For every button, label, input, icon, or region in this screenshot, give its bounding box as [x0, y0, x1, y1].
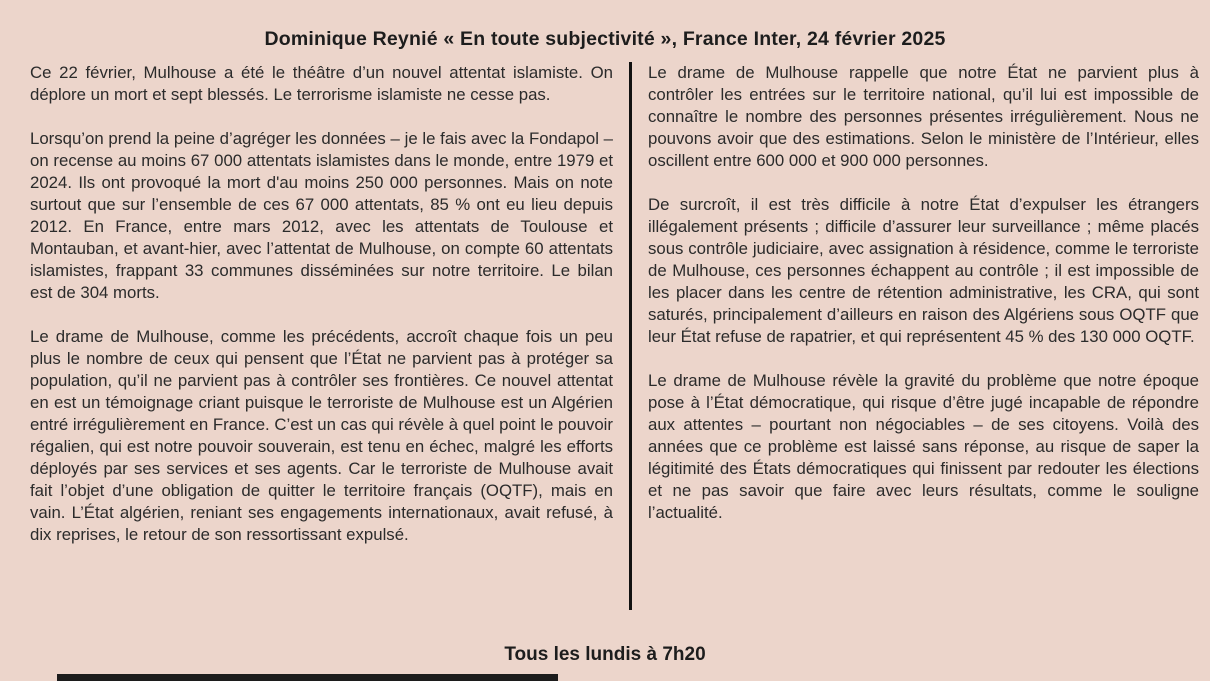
bottom-progress-bar: [57, 674, 558, 681]
paragraph: De surcroît, il est très difficile à notre État d’expulser les étrangers illégalement présents ; difficile d’assurer leur surveillance ; même placés sous contrôle judiciaire, avec assignation à résidence, comme le terroriste de Mulhouse, ces personnes échappent au contrôle ; il est impossible de les placer dans les centre de rétention administrative, les CRA, qui sont saturés, principalement d’ailleurs en raison des Algériens sous OQTF que leur État refuse de rapatrier, et qui représentent 45 % des 130 000 OQTF.: [648, 195, 1199, 346]
paragraph: Le drame de Mulhouse, comme les précédents, accroît chaque fois un peu plus le nombre de ceux qui pensent que l’État ne parvient pas à protéger sa population, qu’il ne parvient pas à contrôler ses frontières. Ce nouvel attentat en est un témoignage criant puisque le terroriste de Mulhouse est un Algérien entré irrégulièrement en France. C’est un cas qui révèle à quel point le pouvoir régalien, qui est notre pouvoir souverain, est tenu en échec, malgré les efforts déployés par ses services et ses agents. Car le terroriste de Mulhouse avait fait l’objet d’une obligation de quitter le territoire français (OQTF), mais en vain. L’État algérien, reniant ses engagements internationaux, avait refusé, à dix reprises, le retour de son ressortissant expulsé.: [30, 327, 614, 544]
page-title: Dominique Reynié « En toute subjectivité », France Inter, 24 février 2025: [264, 28, 946, 50]
paragraph: Lorsqu’on prend la peine d’agréger les données – je le fais avec la Fondapol – on recense au moins 67 000 attentats islamistes dans le monde, entre 1979 et 2024. Ils ont provoqué la mort d'au moins 250 000 personnes. Mais on note surtout que sur l’ensemble de ces 67 000 attentats, 85 % ont eu lieu depuis 2012. En France, entre mars 2012, avec les attentats de Toulouse et Montauban, et avant-hier, avec l’attentat de Mulhouse, on compte 60 attentats islamistes, frappant 33 communes disséminées sur notre territoire. Le bilan est de 304 morts.: [30, 129, 613, 302]
paragraph: Ce 22 février, Mulhouse a été le théâtre d’un nouvel attentat islamiste. On déplore un mort et sept blessés. Le terrorisme islamiste ne cesse pas.: [30, 63, 613, 104]
paragraph: Le drame de Mulhouse révèle la gravité du problème que notre époque pose à l’État démocratique, qui risque d’être jugé incapable de répondre aux attentes – pourtant non négociables – de ses citoyens. Voilà des années que ce problème est laissé sans réponse, au risque de saper la légitimité des États démocratiques qui finissent par redouter les élections et ne pas savoir que faire avec leurs résultats, comme le souligne l’actualité.: [648, 371, 1199, 522]
column-divider: [629, 62, 632, 610]
right-column: [648, 62, 1199, 524]
broadcast-schedule: Tous les lundis à 7h20: [504, 644, 706, 665]
paragraph: Le drame de Mulhouse rappelle que notre État ne parvient plus à contrôler les entrées sur le territoire national, qu’il lui est impossible de connaître le nombre des personnes présentes irrégulièrement. Nous ne pouvons avoir que des estimations. Selon le ministère de l’Intérieur, elles oscillent entre 600 000 et 900 000 personnes.: [648, 63, 1199, 170]
left-column: [30, 62, 613, 546]
